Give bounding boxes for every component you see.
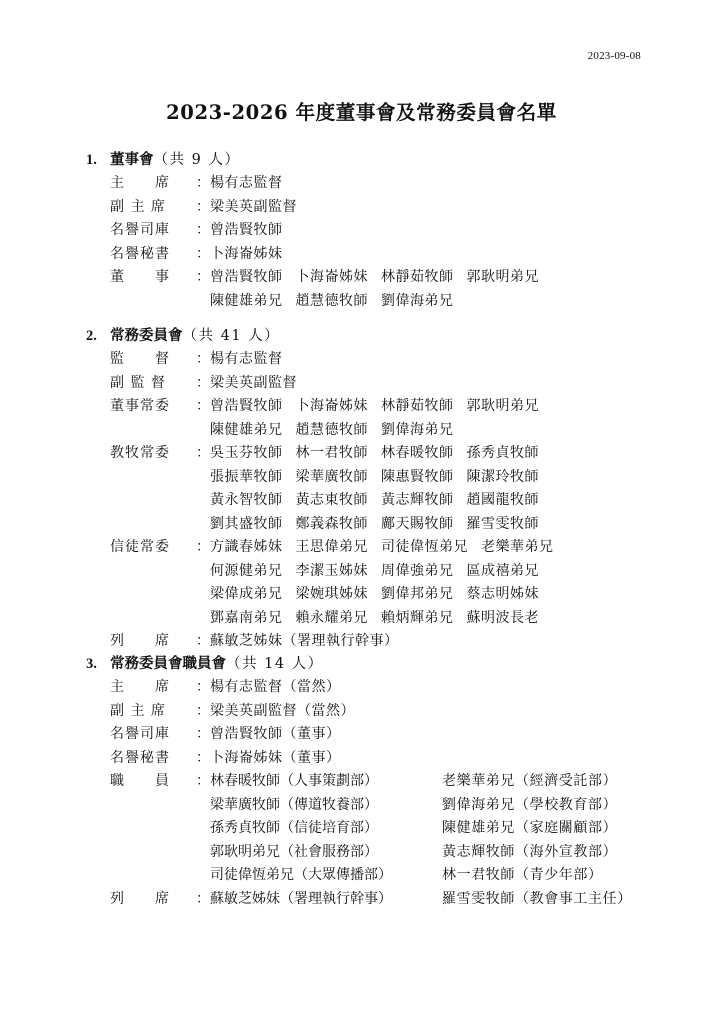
member-list [210,747,341,771]
member-line [210,770,617,794]
member-line [210,395,539,419]
member-name: 孫秀貞牧師（信徒培育部） [210,820,378,836]
section-number: 2. [86,328,97,344]
roster-row [86,630,686,654]
label-colon: ： [196,245,210,262]
member-list [210,348,283,372]
member-list [210,442,539,536]
role-label: 副 主 席 [110,702,166,719]
section-heading [86,324,686,348]
member-line [210,700,355,724]
member-name: 梁婉琪姊妹 [295,586,368,602]
member-name: 羅雪雯牧師 [466,515,539,532]
member-name: 蔡志明姊妹 [466,586,539,602]
member-name: 鄧嘉南弟兄 [210,609,283,626]
section-count: （共 41 人） [182,328,281,344]
role-label: 名譽秘書 [110,749,170,766]
roster-row [86,243,686,267]
member-name: 郭耿明弟兄 [466,398,539,414]
role-label: 董 事 [110,269,170,285]
member-list [210,723,341,747]
member-name: 周偉強弟兄 [381,562,454,579]
member-name: 陳健雄弟兄（家庭關顧部） [442,820,618,836]
role-label: 名譽司庫 [110,726,170,742]
label-colon: ： [196,633,210,649]
member-name: 劉偉邦弟兄 [381,586,454,602]
member-name: 曾浩賢牧師 [210,222,283,238]
member-name: 林春暖牧師 [381,445,454,461]
member-name: 曾浩賢牧師 [210,269,283,285]
role-label: 監 督 [110,351,170,367]
member-name: 賴炳輝弟兄 [381,609,454,626]
role-label: 職 員 [110,773,170,789]
role-label: 名譽司庫 [110,222,170,238]
label-colon: ： [196,198,210,215]
member-line [210,841,617,865]
label-colon: ： [196,539,210,555]
member-line [210,536,554,560]
member-line [210,513,539,537]
label-colon: ： [196,702,210,719]
member-name: 黃永智牧師 [210,492,283,508]
member-name: 王思偉弟兄 [295,539,368,555]
member-name: 賴永耀弟兄 [295,609,368,626]
role-label: 列 席 [110,890,170,907]
member-name: 蘇明波長老 [466,609,539,626]
member-list [210,536,554,630]
roster-row [86,219,686,243]
member-name: 何源健弟兄 [210,562,283,579]
member-name: 陳健雄弟兄 [210,292,283,309]
member-line [210,607,554,631]
member-list [210,196,297,220]
member-name: 老樂華弟兄 [481,539,554,555]
member-line [210,817,617,841]
member-name: 陳潔玲牧師 [466,468,539,485]
member-name: 林一君牧師 [295,445,368,461]
label-colon: ： [196,222,210,238]
member-name: 郭耿明弟兄（社會服務部） [210,843,378,860]
member-line [210,864,617,888]
member-name: 羅雪雯牧師（教會事工主任） [442,890,632,907]
label-colon: ： [196,679,210,695]
role-label: 主 席 [110,175,170,191]
member-name: 卜海崙姊妹 [295,398,368,414]
member-line [210,560,554,584]
member-name: 老樂華弟兄（經濟受託部） [442,773,618,789]
member-name: 楊有志監督（當然） [210,679,341,695]
member-line [210,583,554,607]
roster-row [86,770,686,888]
member-line [210,243,283,267]
member-name: 林一君牧師（青少年部） [442,867,603,883]
member-name: 郭耿明弟兄 [466,269,539,285]
section-standing-committee [86,324,686,654]
role-label: 主 席 [110,679,170,695]
label-colon: ： [196,726,210,742]
member-name: 梁美英副監督（當然） [210,702,355,719]
member-list [210,219,283,243]
roster-row [86,536,686,630]
member-name: 梁華廣牧師（傳道牧養部） [210,796,378,813]
member-name: 梁美英副監督 [210,198,297,215]
member-name: 鄭義森牧師 [295,515,368,532]
section-board [86,148,686,313]
member-line [210,676,341,700]
member-list [210,372,297,396]
section-number: 3. [86,656,97,672]
member-name: 梁華廣牧師 [295,468,368,485]
member-name: 林春暖牧師（人事策劃部） [210,773,378,789]
member-list [210,243,283,267]
roster-row [86,266,686,313]
member-line [210,466,539,490]
roster-row [86,442,686,536]
member-name: 陳惠賢牧師 [381,468,454,485]
role-label: 列 席 [110,633,170,649]
member-name: 蘇敏芝姊妹（署理執行幹事） [210,890,392,907]
member-name: 司徒偉恆弟兄（大眾傳播部） [210,867,392,883]
member-name: 區成禧弟兄 [466,562,539,579]
member-line [210,442,539,466]
role-label: 副 主 席 [110,198,166,215]
label-colon: ： [196,398,210,414]
section-name: 常務委員會 [110,327,183,344]
roster-row [86,676,686,700]
member-name: 蘇敏芝姊妹（署理執行幹事） [210,633,399,649]
role-label: 教牧常委 [110,445,170,461]
label-colon: ： [196,269,210,285]
roster-row [86,348,686,372]
label-colon: ： [196,351,210,367]
roster-row [86,395,686,442]
member-name: 林靜茹牧師 [381,398,454,414]
member-name: 劉其盛牧師 [210,515,283,532]
member-line [210,266,539,290]
member-name: 張振華牧師 [210,468,283,485]
document-title: 2023-2026 年度董事會及常務委員會名單 [166,101,557,124]
label-colon: ： [196,374,210,391]
section-count: （共 9 人） [153,152,241,168]
member-name: 陳健雄弟兄 [210,421,283,438]
member-name: 梁偉成弟兄 [210,586,283,602]
member-line [210,747,341,771]
member-name: 劉偉海弟兄（學校教育部） [442,796,618,813]
member-line [210,219,283,243]
member-name: 吳玉芬牧師 [210,445,283,461]
roster-row [86,372,686,396]
section-number: 1. [86,152,97,168]
member-name: 楊有志監督 [210,175,283,191]
label-colon: ： [196,890,210,907]
roster-row [86,747,686,771]
member-name: 楊有志監督 [210,351,283,367]
roster-row [86,888,686,912]
member-list [210,630,399,654]
member-name: 卜海崙姊妹 [210,245,283,262]
role-label: 董事常委 [110,398,170,414]
member-list [210,676,341,700]
member-name: 黃志東牧師 [295,492,368,508]
label-colon: ： [196,749,210,766]
member-name: 黃志輝牧師 [381,492,454,508]
member-list [210,395,539,442]
member-name: 趙國龍牧師 [466,492,539,508]
member-line [210,419,539,443]
role-label: 信徒常委 [110,539,170,555]
section-heading [86,652,686,676]
member-name: 孫秀貞牧師 [466,445,539,461]
member-list [210,700,355,724]
section-name: 董事會 [110,151,154,168]
member-name: 卜海崙姊妹 [295,269,368,285]
document-date: 2023-09-08 [587,50,641,62]
member-name: 劉偉海弟兄 [381,292,454,309]
member-name: 卜海崙姊妹（董事） [210,749,341,766]
member-line [210,372,297,396]
member-line [210,290,539,314]
member-line [210,794,617,818]
label-colon: ： [196,175,210,191]
member-line [210,196,297,220]
role-label: 副 監 督 [110,374,166,391]
member-name: 曾浩賢牧師 [210,398,283,414]
section-committee-officers [86,652,686,911]
member-line [210,172,283,196]
member-name: 黃志輝牧師（海外宣教部） [442,843,618,860]
member-line [210,489,539,513]
member-line [210,348,283,372]
label-colon: ： [196,773,210,789]
member-line [210,630,399,654]
roster-row [86,700,686,724]
member-list [210,266,539,313]
member-line [210,888,632,912]
member-name: 林靜茹牧師 [381,269,454,285]
section-heading [86,148,686,172]
member-list [210,888,632,912]
roster-row [86,172,686,196]
roster-row [86,196,686,220]
member-name: 曾浩賢牧師（董事） [210,726,341,742]
label-colon: ： [196,445,210,461]
member-list [210,172,283,196]
member-line [210,723,341,747]
roster-row [86,723,686,747]
member-name: 方識春姊妹 [210,539,283,555]
section-name: 常務委員會職員會 [110,655,226,672]
member-name: 劉偉海弟兄 [381,421,454,438]
member-name: 梁美英副監督 [210,374,297,391]
member-list [210,770,617,888]
role-label: 名譽秘書 [110,245,170,262]
section-count: （共 14 人） [226,656,324,672]
member-name: 李潔玉姊妹 [295,562,368,579]
member-name: 鄺天賜牧師 [381,515,454,532]
member-name: 趙慧德牧師 [295,292,368,309]
member-name: 趙慧德牧師 [295,421,368,438]
member-name: 司徒偉恆弟兄 [381,539,468,555]
